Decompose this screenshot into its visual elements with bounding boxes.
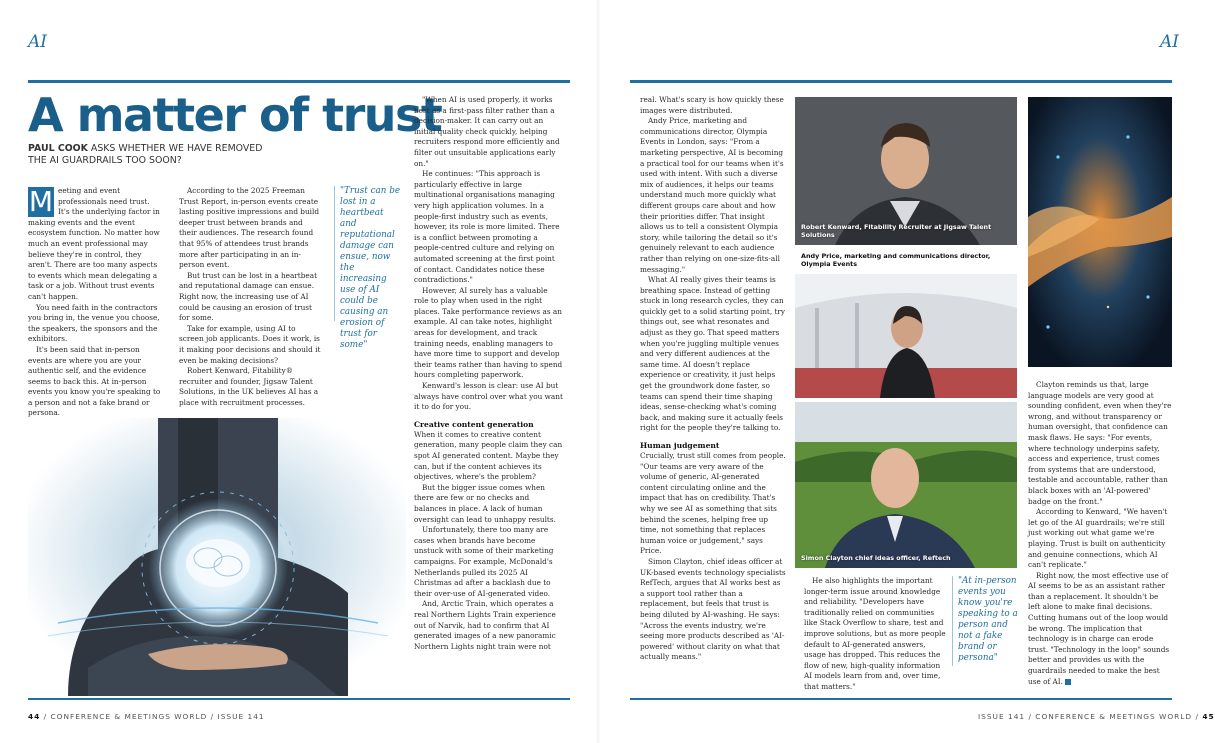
ai-hand-illustration <box>28 418 406 696</box>
col4-para-1: real. What's scary is how quickly these images were distributed. <box>640 95 784 115</box>
folio-right-text: ISSUE 141 / CONFERENCE & MEETINGS WORLD / <box>978 712 1199 721</box>
header-rule-left <box>28 80 570 83</box>
col2-para-1: According to the 2025 Freeman Trust Report, in-person events create lasting positive impressions and build deeper trust between brands and their audiences. The research found that 95% of attendees trust brands more after participating in an in-person event. <box>179 186 320 270</box>
article-column-3 <box>414 95 564 695</box>
left-page <box>0 0 600 743</box>
article-column-1 <box>28 186 163 416</box>
dropcap: M <box>28 185 54 218</box>
col1-para-2: You need faith in the contractors you bring in, the venue you choose, the speakers, the sponsors and the exhibitors. <box>28 302 160 344</box>
end-mark-icon <box>1065 679 1071 685</box>
col6-para-2: According to Kenward, "We haven't let go of the AI guardrails; we're still just working out what game we're playing. Trust is built on authenticity and genuine connections, which AI can't replicate." <box>1028 507 1168 570</box>
pull-quote-rule <box>334 186 335 321</box>
article-column-5 <box>804 576 946 694</box>
caption-price: Andy Price, marketing and communications director, Olympia Events <box>801 252 991 268</box>
article-column-4 <box>640 95 786 695</box>
section-tag-right: AI <box>1160 32 1179 52</box>
pull-quote-1-text: "Trust can be lost in a heartbeat and reputational damage can ensue, now the increasing use of AI could be causing an erosion of trust for some" <box>340 186 401 350</box>
folio-left-text: / CONFERENCE & MEETINGS WORLD / ISSUE 141 <box>43 712 265 721</box>
caption-kenward: Robert Kenward, Fitability Recruiter at Jigsaw Talent Solutions <box>801 223 992 239</box>
headline: A matter of trust <box>28 88 442 142</box>
col5-para-1: He also highlights the important longer-term issue around knowledge and reliability. "Developers have traditionally relied on communities like Stack Overflow to share, test and improve solutions, but as more people default to AI-generated answers, usage has dropped. This reduces the flow of new, high-quality information AI models learn from and, over time, that matters." <box>804 576 946 691</box>
pull-quote-2 <box>958 576 1020 666</box>
folio-right <box>978 712 1215 721</box>
col2-para-4: Robert Kenward, Fitability® recruiter and founder, Jigsaw Talent Solutions, in the UK believes AI has a place with recruitment processes. <box>179 366 319 407</box>
col3-para-2: He continues: "This approach is particularly effective in large multinational organisations managing very high application volumes. In a people-first industry such as events, however, its role is more limited. There is a conflict between promoting a people-centred culture and relying on automated screening at the first point of contact. Candidates notice these contradictions." <box>414 169 560 285</box>
subhead-human: Human judgement <box>640 441 720 450</box>
ai-hand-image <box>28 418 406 696</box>
byline-author: PAUL COOK <box>28 143 88 154</box>
col6-para-3: Right now, the most effective use of AI seems to be as an assistant rather than a replacement. It shouldn't be left alone to make final decisions. Cutting humans out of the loop would be wrong. The implication that technology is in charge can erode trust. "Technology in the loop" sounds better and provides us with the guardrails needed to make the best use of AI. <box>1028 570 1170 686</box>
col3-para-4: Kenward's lesson is clear: use AI but always have control over what you want it to do for you. <box>414 381 563 412</box>
col1-para-1: eeting and event professionals need trust. It's the underlying factor in making events and the event ecosystem function. No matter how much an event professional may believe they're in control, they aren't. There are too many aspects to events which mean delegating a task or a job. Without trust events can't happen. <box>28 186 160 301</box>
byline-deck: ASKS WHETHER WE HAVE REMOVED THE AI GUARDRAILS TOO SOON? <box>28 143 263 166</box>
col6-para-1: Clayton reminds us that, large language models are very good at sounding confident, even when they're wrong, and without transparency or human oversight, that confidence can mask flaws. He says: "For events, where technology underpins safety, access and experience, trust comes from systems that are understood, testable and accountable, rather than black boxes with an 'AI-powered' badge on the front." <box>1028 380 1172 506</box>
col4-para-3: What AI really gives their teams is breathing space. Instead of getting stuck in long research cycles, they can quickly get to a solid starting point, try things out, see what resonates and adjust as they go. That speed matters when you're juggling multiple venues and very different audiences at the same time. AI doesn't replace experience or creativity, it just helps get the groundwork done faster, so teams can spend their time shaping ideas, sense-checking what's coming back, and making sure it actually feels right for the people they're talking to. <box>640 275 786 433</box>
col4b-para-1: Crucially, trust still comes from people. "Our teams are very aware of the volume of generic, AI-generated content circulating online and the impact that has on credibility. That's why we see AI as something that sits behind the scenes, helping free up time, not something that replaces human voice or judgement," says Price. <box>640 451 786 556</box>
col3b-para-4: And, Arctic Train, which operates a real Northern Lights Train experience out of Narvik, had to confirm that AI generated images of a new panoramic Northern Lights night train were not <box>414 599 556 651</box>
section-tag-left: AI <box>28 32 47 52</box>
right-page <box>600 0 1215 743</box>
col2-para-3: Take for example, using AI to screen job applicants. Does it work, is it making poor decisions and should it even be making decisions? <box>179 323 321 365</box>
col3-para-1: "When AI is used properly, it works best as a first-pass filter rather than a decision-maker. It can carry out an initial quality check quickly, helping recruiters respond more efficiently and filter out unsuitable applications early on." <box>414 95 560 168</box>
pull-quote-1 <box>340 186 402 350</box>
photo-robert-kenward <box>795 97 1017 245</box>
col2-para-2: But trust can be lost in a heartbeat and reputational damage can ensue. Right now, the increasing use of AI could be causing an erosion of trust for some. <box>179 270 318 323</box>
footer-rule-right <box>630 698 1172 700</box>
col3b-para-3: Unfortunately, there too many are cases when brands have become unstuck with some of their marketing campaigns. For example, McDonald's Netherlands pulled its 2025 AI Christmas ad after a backlash due to their over-use of AI-generated video. <box>414 525 554 598</box>
caption-clayton: Simon Clayton chief ideas officer, Reftech <box>801 554 951 562</box>
photo-handshake <box>1028 97 1172 367</box>
handshake-illustration <box>1028 97 1172 367</box>
col3-para-3: However, AI surely has a valuable role to play when used in the right places. Take performance reviews as an example. AI can take notes, highlight areas for development, and track training needs, enabling managers to have more time to support and develop their teams rather than having to spend hours completing paperwork. <box>414 285 563 380</box>
pull-quote-2-text: "At in-person events you know you're speaking to a person and not a fake brand or persona" <box>958 576 1018 663</box>
standfirst <box>28 143 278 167</box>
header-rule-right <box>630 80 1172 83</box>
folio-left <box>28 712 265 721</box>
col3b-para-1: When it comes to creative content generation, many people claim they can spot AI generated content. Maybe they can, but if the content achieves its objectives, where's the problem? <box>414 429 563 482</box>
article-column-2 <box>179 186 321 416</box>
clayton-portrait <box>795 402 1017 568</box>
pull-quote-2-rule <box>952 576 953 666</box>
col4-para-2: Andy Price, marketing and communications director, Olympia Events in London, says: "From a marketing perspective, AI is becoming a practical tool for our teams when it's used with intent. With such a diverse mix of audiences, it helps our teams understand much more quickly what different groups care about and how their priorities differ. That insight allows us to tell a consistent Olympia story, while tailoring the detail so it's genuinely relevant to each audience rather than relying on one-size-fits-all messaging." <box>640 116 784 274</box>
subhead-creative: Creative content generation <box>414 419 534 429</box>
col1-para-3: It's been said that in-person events are where you are your authentic self, and the evidence seems to back this. At in-person events you know you're speaking to a person and not a fake brand or persona. <box>28 344 161 418</box>
photo-andy-price <box>795 248 1017 398</box>
page-number-right: 45 <box>1202 712 1215 721</box>
photo-simon-clayton <box>795 402 1017 568</box>
page-number-left: 44 <box>28 712 41 721</box>
article-column-6 <box>1028 380 1172 694</box>
price-portrait <box>795 248 1017 398</box>
col4b-para-2: Simon Clayton, chief ideas officer at UK-based events technology specialists RefTech, argues that AI works best as a support tool rather than a replacement, but feels that trust is being diluted by AI-washing. He says: "Across the events industry, we're seeing more products described as 'AI-powered' without clarity on what that actually means." <box>640 556 786 662</box>
col3b-para-2: But the bigger issue comes when there are few or no checks and balances in place. A lack of human oversight can lead to unhappy results. <box>414 482 556 524</box>
footer-rule-left <box>28 698 570 700</box>
